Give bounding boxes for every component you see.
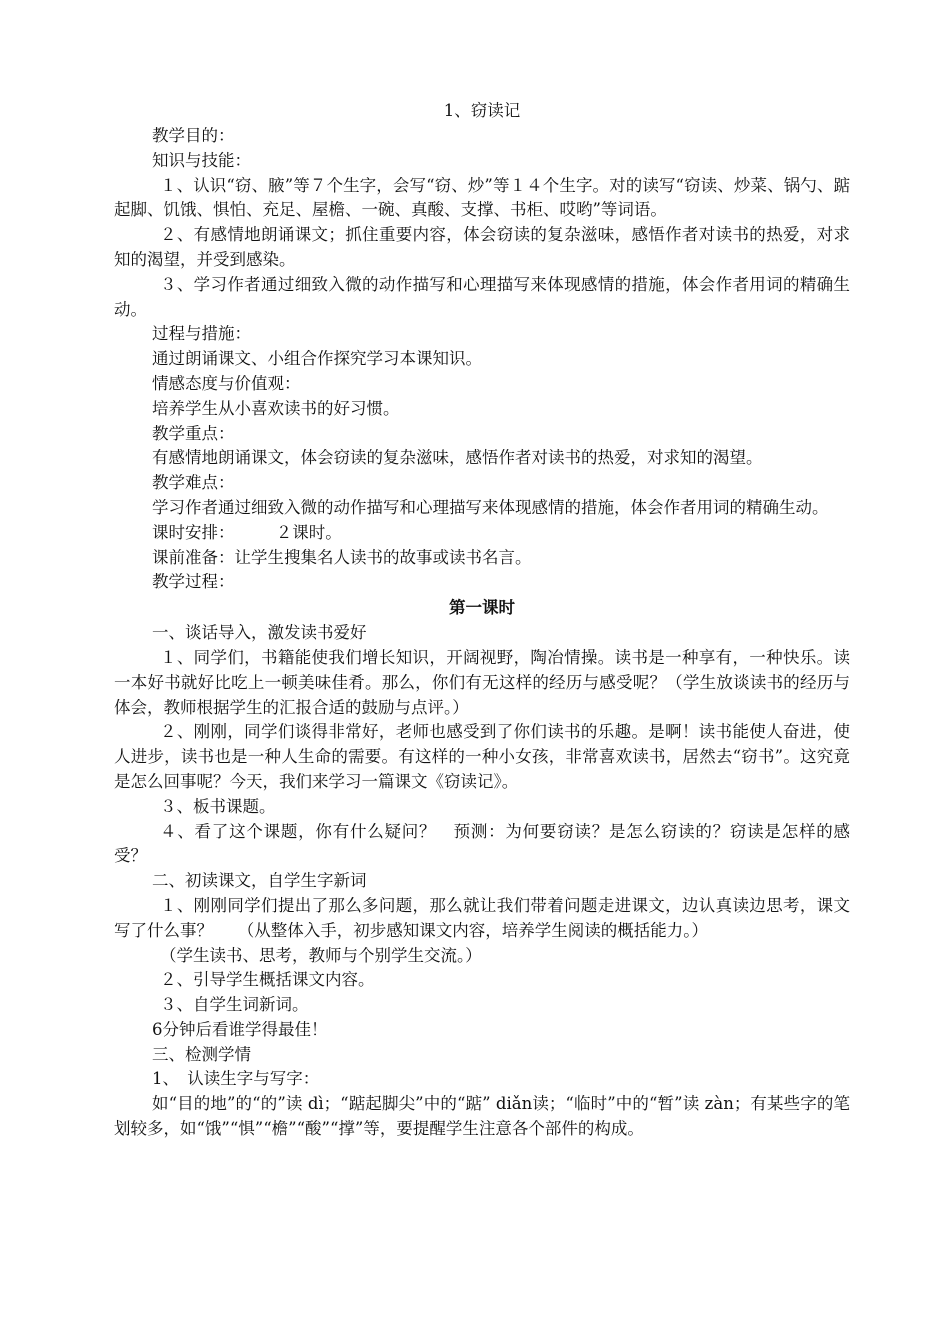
objectives-paragraph: 课时安排： ２课时。: [152, 522, 342, 542]
objectives-paragraph: 有感情地朗诵课文，体会窃读的复杂滋味，感悟作者对读书的热爱，对求知的渴望。: [152, 448, 763, 468]
lesson-paragraph: １、刚刚同学们提出了那么多问题，那么就让我们带着问题走进课文，边认真读边思考，课文写了什么事？ （从整体入手，初步感知课文内容，培养学生阅读的概括能力。）: [114, 895, 850, 940]
objectives-paragraph: 教学难点：: [152, 473, 235, 493]
lesson-title: 第一课时: [449, 598, 515, 618]
lesson-paragraph: 二、初读课文，自学生字新词: [152, 871, 367, 891]
lesson-paragraph: ２、刚刚，同学们谈得非常好，老师也感受到了你们读书的乐趣。是啊！读书能使人奋进，使人进步，读书也是一种人生命的需要。有这样的一种小女孩，非常喜欢读书，居然去“窃书”。这究竟是怎么回事呢？今天，我们来学习一篇课文《窃读记》。: [114, 722, 850, 791]
objectives-paragraph: ３、学习作者通过细致入微的动作描写和心理描写来体现感情的措施，体会作者用词的精确生动。: [114, 274, 850, 319]
objectives-paragraph: 通过朗诵课文、小组合作探究学习本课知识。: [152, 349, 482, 369]
lesson-paragraph: 三、检测学情: [152, 1044, 251, 1064]
lesson-paragraph: 如“目的地”的“的”读 dì；“踮起脚尖”中的“踮” diǎn读；“临时”中的“暂”读 zàn；有某些字的笔划较多，如“饿”“惧”“檐”“酸”“撑”等，要提醒学生注意各个部件的构成。: [114, 1094, 850, 1139]
objectives-paragraph: 学习作者通过细致入微的动作描写和心理描写来体现感情的措施，体会作者用词的精确生动。: [152, 497, 829, 517]
lesson-paragraph: ２、引导学生概括课文内容。: [160, 970, 375, 990]
document-body: [114, 98, 850, 1142]
lesson-paragraph: ４、看了这个课题，你有什么疑问？ 预测：为何要窃读？是怎么窃读的？窃读是怎样的感受？: [114, 821, 850, 866]
objectives-paragraph: 知识与技能：: [152, 150, 251, 170]
objectives-paragraph: 教学过程：: [152, 572, 235, 592]
objectives-paragraph: ２、有感情地朗诵课文；抓住重要内容，体会窃读的复杂滋味，感悟作者对读书的热爱，对求知的渴望，并受到感染。: [114, 225, 850, 269]
lesson-paragraph: ３、自学生词新词。: [160, 995, 309, 1015]
objectives-paragraph: １、认识“窃、腋”等７个生字，会写“窃、炒”等１４个生字。对的读写“窃读、炒菜、锅勺、踮起脚、饥饿、惧怕、充足、屋檐、一碗、真酸、支撑、书柜、哎哟”等词语。: [114, 175, 850, 220]
lesson-paragraph: ３、板书课题。: [160, 796, 276, 816]
objectives-paragraph: 情感态度与价值观：: [152, 373, 301, 393]
lesson-paragraph: （学生读书、思考，教师与个别学生交流。）: [160, 945, 482, 965]
objectives-paragraph: 培养学生从小喜欢读书的好习惯。: [152, 398, 400, 418]
lesson-paragraph: １、同学们，书籍能使我们增长知识，开阔视野，陶冶情操。读书是一种享有，一种快乐。读一本好书就好比吃上一顿美味佳肴。那么，你们有无这样的经历与感受呢？（学生放谈读书的经历与体会，教师根据学生的汇报合适的鼓励与点评。）: [114, 647, 850, 717]
objectives-section: [114, 124, 850, 595]
lesson-section: [114, 621, 850, 1142]
document-title: 1、窃读记: [443, 101, 521, 120]
lesson-paragraph: 1、 认读生字与写字：: [152, 1069, 320, 1089]
objectives-paragraph: 教学目的：: [152, 126, 235, 145]
objectives-paragraph: 过程与措施：: [152, 324, 251, 344]
objectives-paragraph: 教学重点：: [152, 423, 235, 443]
lesson-paragraph: 一、谈话导入，激发读书爱好: [152, 623, 367, 643]
lesson-paragraph: 6分钟后看谁学得最佳！: [152, 1019, 328, 1039]
objectives-paragraph: 课前准备：让学生搜集名人读书的故事或读书名言。: [152, 547, 532, 567]
